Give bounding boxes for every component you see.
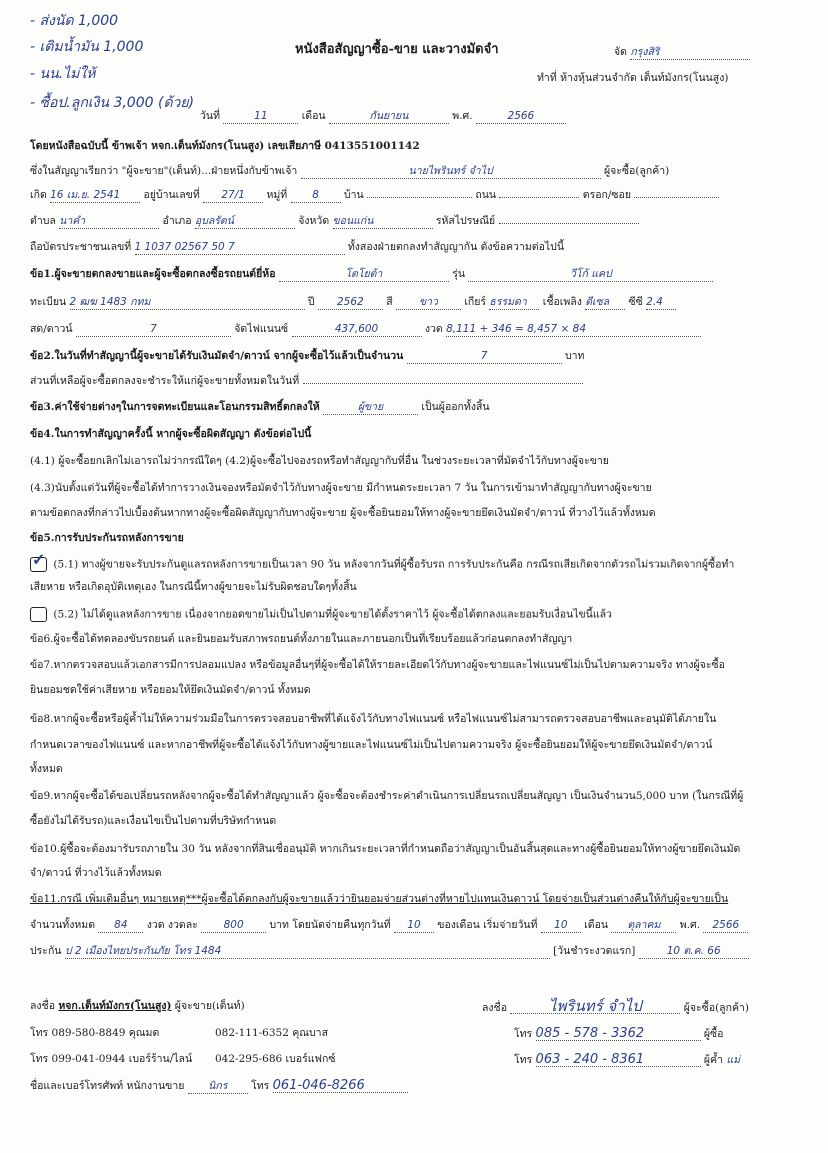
fuel-value: ดีเซล: [585, 296, 625, 310]
id-suffix: ทั้งสองฝ่ายตกลงทำสัญญากัน ดังข้อความต่อไปนี้: [347, 241, 565, 253]
birth-value: 16 เม.ย. 2541: [50, 189, 140, 203]
car-year-label: ปี: [307, 296, 315, 308]
guar-tel-role: ผู้ค้ำ: [703, 1054, 723, 1066]
margin-note-1: - ส่งนัด 1,000: [30, 13, 119, 29]
contact-phone-1: โทร 089-580-8849 คุณมด: [30, 1027, 160, 1039]
down-label: ดาวน์: [46, 323, 73, 335]
guar-tel-label: โทร: [514, 1054, 533, 1066]
clause-6: ข้อ6.ผู้จะซื้อได้ทดลองขับรถยนต์ และยินยอมรับสภาพรถยนต์ทั้งภายในและภายนอกเป็นที่เรียบร้อยแล้วก่อนตกลงทำสัญญา: [30, 633, 573, 645]
amphoe-value: อุบลรัตน์: [195, 215, 295, 229]
clause-4-1: (4.1) ผู้จะซื้อยกเลิกไม่เอารถไม่ว่ากรณีใดๆ (4.2)ผู้จะซื้อไปจองรถหรือทำสัญญากับที่อื่น ในช่วงระยะเวลาที่มัดจำไว้กับทางผู้จะขาย: [30, 455, 609, 467]
id-value: 1 1037 02567 50 7: [135, 241, 345, 255]
fuel-label: เชื้อเพลิง: [542, 296, 582, 308]
party-line: [30, 165, 669, 179]
id-line: [30, 241, 564, 255]
clause-5: ข้อ5.การรับประกันรถหลังการขาย: [30, 532, 184, 544]
clause-2-text: ข้อ2.ในวันที่ทำสัญญานี้ผู้จะขายได้รับเงินมัดจำ/ดาวน์ จากผู้จะซื้อไว้แล้วเป็นจำนวน: [30, 350, 404, 362]
check-icon: ✓: [32, 550, 46, 569]
contact-phone-2b: 042-295-686 เบอร์แฟกซ์: [215, 1053, 336, 1065]
clause-10b: จำ/ดาวน์ ที่วางไว้แล้วทั้งหมด: [30, 867, 162, 879]
contact-row-2: [30, 1053, 192, 1066]
installment-label: งวด: [424, 323, 443, 335]
insurance-label: ประกัน: [30, 945, 62, 957]
place-line: ทำที่ ห้างหุ้นส่วนจำกัด เต็นท์มังกร(โนนสูง): [537, 72, 729, 84]
province-label: จัด: [614, 46, 627, 58]
c11-day-label: บาท โดยนัดจ่ายคืนทุกวันที่: [269, 919, 391, 931]
first-pay-label: [วันชำระงวดแรก]: [553, 945, 636, 957]
clause-11b: [30, 919, 748, 933]
car-year: 2562: [318, 296, 383, 310]
soi-value: [634, 197, 719, 198]
clause-2b-date: [303, 383, 583, 384]
checkbox-5-1[interactable]: [30, 550, 47, 572]
contact-phone-1b: 082-111-6352 คุณบาส: [215, 1027, 328, 1039]
village-label: บ้าน: [343, 189, 364, 201]
c11-start-day: 10: [541, 919, 581, 933]
contact-row-2b: [215, 1053, 335, 1066]
date-line: [200, 110, 566, 124]
province-value: กรุงสิริ: [630, 46, 750, 60]
tambon-label: ตำบล: [30, 215, 56, 227]
postcode-value: [499, 223, 639, 224]
contact-phone-2: โทร 099-041-0944 เบอร์ร้าน/ไลน์: [30, 1053, 193, 1065]
clause-4-3b: ตามข้อตกลงที่กล่าวไปเบื้องต้นหากทางผู้จะซื้อผิดสัญญากับทางผู้จะขาย ผู้จะซื้อยินยอมให้ทางผู้จะขายยึดเงินมัดจำ/ดาวน์ ที่วางไว้แล้วทั้งหมด: [30, 507, 656, 519]
buyer-sign-name: ไพรินทร์ จำไป: [510, 1000, 680, 1014]
installment-value: 8,111 + 346 = 8,457 × 84: [446, 323, 701, 337]
gear-label: เกียร์: [464, 296, 487, 308]
color-label: สี: [386, 296, 393, 308]
clause-3: [30, 401, 490, 415]
buyer-sign-role: ผู้จะซื้อ(ลูกค้า): [683, 1002, 749, 1014]
clause-3-value: ผู้ขาย: [323, 401, 418, 415]
birth-label: เกิด: [30, 189, 47, 201]
clause-2b: [30, 375, 583, 388]
moo-label: หมู่ที่: [266, 189, 288, 201]
seller-sign-label: ลงชื่อ: [30, 1000, 55, 1012]
c11-year-label: พ.ศ.: [679, 919, 701, 931]
margin-note-2: - เติมน้ำมัน 1,000: [30, 39, 144, 55]
clause-2: [30, 350, 584, 364]
house-no: 27/1: [203, 189, 263, 203]
finance-line: สด/ดาวน์ 7 จัดไฟแนนซ์ 437,600 งวด 8,111 + 346 = 8,457 × 84: [30, 323, 701, 337]
checkbox-5-2[interactable]: [30, 607, 47, 622]
staff-tel-label: โทร: [251, 1080, 270, 1092]
clause-4: ข้อ4.ในการทำสัญญาครั้งนี้ หากผู้จะซื้อผิดสัญญา ดังข้อต่อไปนี้: [30, 428, 312, 440]
clause-9a: ข้อ9.หากผู้จะซื้อได้ขอเปลี่ยนรถหลังจากผู้จะซื้อได้ทำสัญญาแล้ว ผู้จะซื้อจะต้องชำระค่าดำเนินการเปลี่ยนรถเปลี่ยนสัญญา เป็นเงินจำนวน5,000 บาท (ในกรณีที่ผู้: [30, 790, 744, 802]
reg-label: ทะเบียน: [30, 296, 67, 308]
staff-name: นิกร: [188, 1080, 248, 1094]
clause-4-3a: (4.3)นับตั้งแต่วันที่ผู้จะซื้อได้ทำการวางเงินจองหรือมัดจำไว้กับทางผู้จะขาย มีกำหนดระยะเวลา 7 วัน ในการเข้ามาทำสัญญากับทางผู้จะขาย: [30, 482, 652, 494]
buyer-tel-line: [514, 1027, 723, 1041]
buyer-signature: [482, 997, 749, 1015]
c11-total-label: จำนวนทั้งหมด: [30, 919, 96, 931]
soi-label: ตรอก/ซอย: [582, 189, 632, 201]
model-label: รุ่น: [452, 268, 466, 280]
staff-tel: 061-046-8266: [273, 1079, 408, 1093]
house-label: อยู่บ้านเลขที่: [143, 189, 200, 201]
contact-row-1b: [215, 1027, 328, 1040]
clause-9b: ซื้อยังไม่ได้รับรถ)และเงื่อนไขเป็นไปตามที่บริษัทกำหนด: [30, 815, 277, 827]
tambon-value: นาคำ: [59, 215, 159, 229]
seller-sign-name: หจก.เต็นท์มังกร(โนนสูง): [58, 1000, 172, 1012]
clause-3-text: ข้อ3.ค่าใช้จ่ายต่างๆในการจดทะเบียนและโอนกรรมสิทธิ์ตกลงให้: [30, 401, 320, 413]
province-field: [614, 46, 750, 60]
day-value: 11: [223, 110, 298, 124]
road-value: [499, 197, 579, 198]
address-line: [30, 189, 719, 203]
year-value: 2566: [476, 110, 566, 124]
moo-value: 8: [291, 189, 341, 203]
village-value: [367, 197, 472, 198]
insurance-value: ป 2 เมืองไทยประกันภัย โทร 1484: [65, 945, 550, 959]
c11-day: 10: [394, 919, 434, 933]
amphoe-label: อำเภอ: [162, 215, 192, 227]
district-line: [30, 215, 639, 229]
intro-line: โดยหนังสือฉบับนี้ ข้าพเจ้า หจก.เต็นท์มังกร(โนนสูง) เลขเสียภาษี 0413551001142: [30, 140, 420, 152]
clause-2-amount: 7: [407, 350, 562, 364]
clause-5-2-text: (5.2) ไม่ได้ดูแลหลังการขาย เนื่องจากยอดขายไม่เป็นไปตามที่ผู้จะขายได้ตั้งราคาไว้ ผู้จะซื้อได้ตกลงและยอมรับเงื่อนไขนี้แล้ว: [53, 608, 612, 621]
cc-value: 2.4: [646, 296, 676, 310]
car-detail-line: [30, 296, 676, 310]
clause-1-text: ข้อ1.ผู้จะขายตกลงขายและผู้จะซื้อตกลงซื้อรถยนต์ยี่ห้อ: [30, 268, 276, 280]
c11-start-label: ของเดือน เริ่มจ่ายวันที่: [437, 919, 538, 931]
province2-label: จังหวัด: [298, 215, 330, 227]
clause-7b: ยินยอมชดใช้ค่าเสียหาย หรือยอมให้ยึดเงินมัดจำ/ดาวน์ ทั้งหมด: [30, 684, 311, 696]
clause-5-2: [30, 607, 612, 622]
clause-2b-text: ส่วนที่เหลือผู้จะซื้อตกลงจะชำระให้แก่ผู้จะขายทั้งหมดในวันที่: [30, 375, 300, 387]
finance-value: 437,600: [292, 323, 422, 337]
buyer-suffix: ผู้จะซื้อ(ลูกค้า): [603, 165, 670, 177]
guar-note: แม่: [726, 1054, 741, 1066]
year-label: พ.ศ.: [452, 110, 473, 122]
reg-value: 2 ฒฆ 1483 กทม: [70, 296, 305, 310]
clause-5-1a-text: (5.1) ทางผู้ขายจะรับประกันดูแลรถหลังการขายเป็นเวลา 90 วัน หลังจากวันที่ผู้ซื้อรับรถ การรับประกันคือ กรณีรถเสียเกิดจากตัวรถไม่รวมเกิดจากผู้ซื้อทำ: [53, 558, 735, 571]
margin-note-3: - นน.ไม่ให้: [30, 66, 96, 82]
document-title: หนังสือสัญญาซื้อ-ขาย และวางมัดจำ: [295, 42, 499, 57]
month-label: เดือน: [301, 110, 326, 122]
car-brand: โตโยต้า: [279, 268, 449, 282]
clause-8a: ข้อ8.หากผู้จะซื้อหรือผู้ค้ำไม่ให้ความร่วมมือในการตรวจสอบอาชีพที่ได้แจ้งไว้กับทางไฟแนนซ์ หรือไฟแนนซ์ไม่สามารถตรวจสอบอาชีพและอนุมัติได้ภายใน: [30, 713, 717, 725]
margin-note-4: - ซื้อป.ลูกเงิน 3,000 (ด้วย): [30, 95, 195, 111]
clause-7a: ข้อ7.หากตรวจสอบแล้วเอกสารมีการปลอมแปลง หรือข้อมูลอื่นๆที่ผู้จะซื้อได้ให้รายละเอียดไว้กับทางผู้จะขายและไฟแนนซ์ไม่เป็นไปตามความจริง ทางผู้จะซื้อ: [30, 659, 725, 671]
insurance-line: [30, 945, 749, 959]
down-value: 7: [76, 323, 231, 337]
clause-10a: ข้อ10.ผู้ซื้อจะต้องมารับรถภายใน 30 วัน หลังจากที่สินเชื่ออนุมัติ หากเกินระยะเวลาที่กำหนดถือว่าสัญญาเป็นอันสิ้นสุดและทางผู้ซื้อยินยอมให้ทางผู้ขายยึดเงินมัด: [30, 843, 741, 855]
province2-value: ขอนแก่น: [333, 215, 433, 229]
c11-per-label: งวด งวดละ: [146, 919, 198, 931]
car-model: วีโก้ แคป: [468, 268, 713, 282]
first-pay-value: 10 ต.ค. 66: [639, 945, 749, 959]
clause-2-unit: บาท: [564, 350, 585, 362]
guarantor-tel-line: [514, 1053, 740, 1067]
clause-11a: ข้อ11.กรณี เพิ่มเติมอื่นๆ หมายเหตุ***ผู้จะซื้อได้ตกลงกับผู้จะขายแล้วว่ายินยอมจ่ายส่วนต่างที่หายไปแทนเงินดาวน์ โดยจ่ายเป็นส่วนต่างคืนให้กับผู้จะขายเป็น: [30, 893, 729, 905]
clause-5-1a: [30, 550, 735, 572]
gear-value: ธรรมดา: [489, 296, 539, 310]
clause-3-suffix: เป็นผู้ออกทั้งสิ้น: [421, 401, 490, 413]
cc-label: ซีซี: [628, 296, 643, 308]
day-label: วันที่: [200, 110, 220, 122]
buyer-name: นายไพรินทร์ จำไป: [301, 165, 601, 179]
car-color: ขาว: [396, 296, 461, 310]
staff-line: [30, 1079, 408, 1094]
buyer-sign-label: ลงชื่อ: [482, 1002, 507, 1014]
buyer-tel-label: โทร: [514, 1028, 533, 1040]
clause-8c: ทั้งหมด: [30, 763, 63, 775]
c11-month-label: เดือน: [584, 919, 609, 931]
postcode-label: รหัสไปรษณีย์: [435, 215, 496, 227]
road-label: ถนน: [475, 189, 497, 201]
buyer-tel-role: ผู้ซื้อ: [703, 1028, 724, 1040]
month-value: กันยายน: [329, 110, 449, 124]
c11-year: 2566: [703, 919, 748, 933]
clause-5-1b: เสียหาย หรือเกิดอุบัติเหตุเอง ในกรณีนี้ทางผู้ขายจะไม่รับผิดชอบใดๆทั้งสิ้น: [30, 581, 357, 593]
seller-sign-role: ผู้จะขาย(เต็นท์): [174, 1000, 245, 1012]
c11-amount: 800: [201, 919, 266, 933]
buyer-tel-value: 085 - 578 - 3362: [536, 1027, 701, 1041]
seller-signature: [30, 1000, 245, 1013]
staff-label: ชื่อและเบอร์โทรศัพท์ หนักงานขาย: [30, 1080, 185, 1092]
c11-month: ตุลาคม: [611, 919, 676, 933]
finance-label: จัดไฟแนนซ์: [234, 323, 289, 335]
c11-count: 84: [98, 919, 143, 933]
id-label: ถือบัตรประชาชนเลขที่: [30, 241, 132, 253]
contact-row-1: [30, 1027, 159, 1040]
seller-text: ซึ่งในสัญญาเรียกว่า "ผู้จะขาย"(เต็นท์)...ฝ่ายหนึ่งกับข้าพเจ้า: [30, 165, 298, 177]
clause-8b: กำหนดเวลาของไฟแนนซ์ และหากอาชีพที่ผู้จะซื้อได้แจ้งไว้กับทางผู้ขายและไฟแนนซ์ไม่เป็นไปตามความจริง ผู้จะซื้อยินยอมให้ผู้จะขายยึดเงินมัดจำ/ดาวน์: [30, 739, 713, 751]
guar-tel-value: 063 - 240 - 8361: [536, 1053, 701, 1067]
clause-1: [30, 268, 713, 282]
